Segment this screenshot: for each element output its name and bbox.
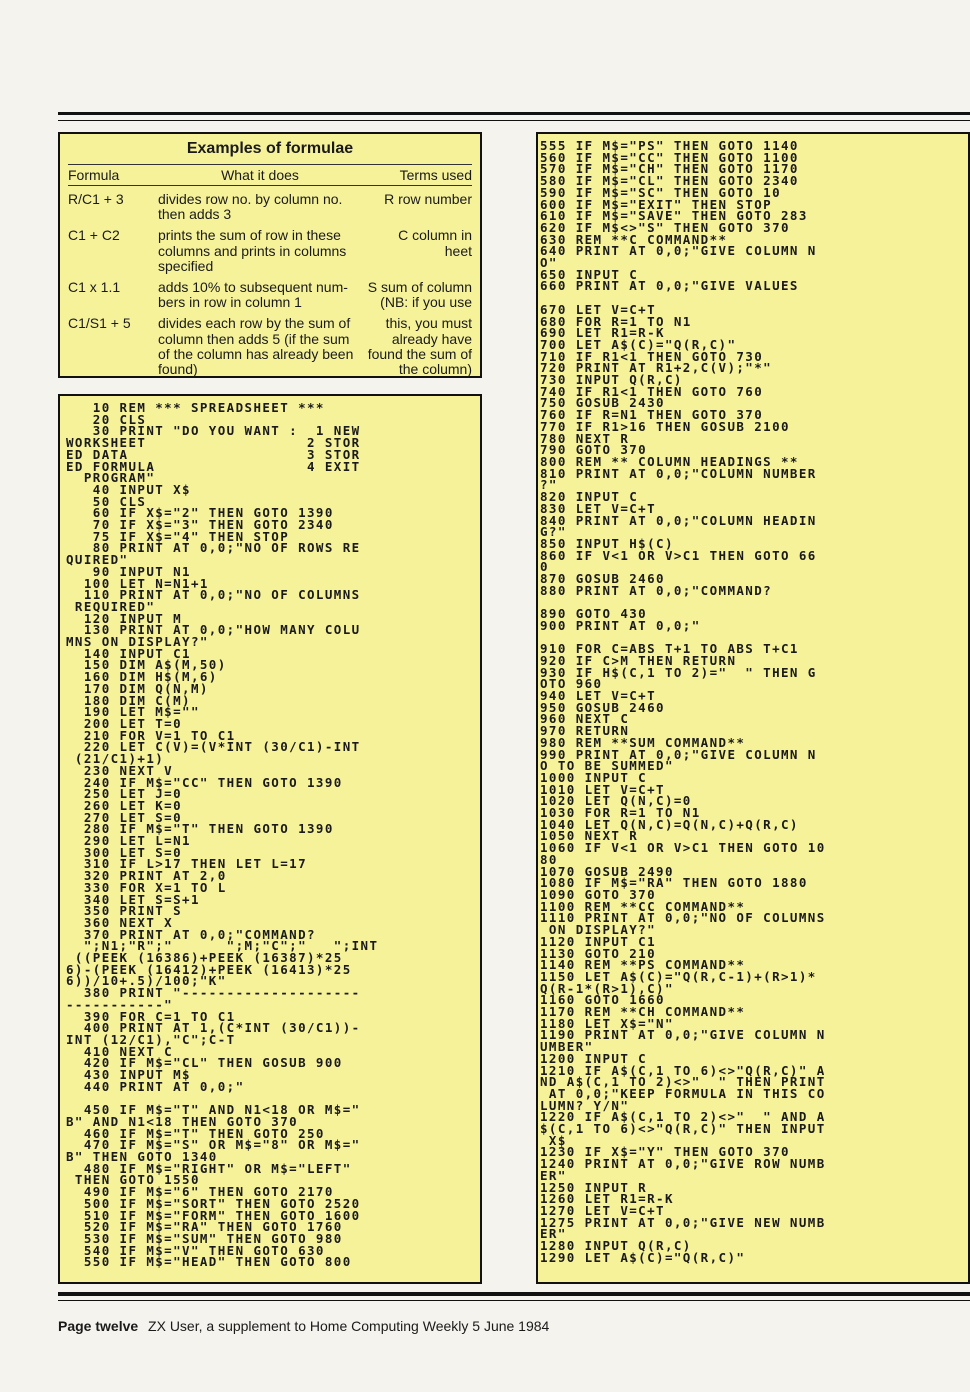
- formula-cell-does: divides each row by the sum of: [158, 315, 351, 332]
- code-line: 980 REM **SUM COMMAND**: [540, 734, 746, 750]
- formula-cell-terms: this, you must: [385, 315, 472, 332]
- page-number: Page twelve: [58, 1318, 139, 1334]
- bottom-rule-thick: [58, 1292, 970, 1296]
- code-line: 260 LET K=0: [83, 797, 183, 813]
- code-line: 390 FOR C=1 TO C1: [83, 1008, 236, 1024]
- code-line: 930 IF H$(C,1 TO 2)=" " THEN G: [540, 664, 817, 680]
- code-line: 730 INPUT Q(R,C): [540, 372, 683, 388]
- code-line: 570 IF M$="CH" THEN GOTO 1170: [540, 161, 799, 177]
- code-line: 1020 LET Q(N,C)=0: [540, 793, 692, 809]
- code-line: 760 IF R=N1 THEN GOTO 370: [540, 407, 764, 423]
- code-line: 6)-(PEEK (16412)+PEEK (16413)*25: [66, 961, 352, 977]
- code-line: 320 PRINT AT 2,0: [83, 868, 227, 884]
- formula-cell-does: specified: [158, 257, 214, 274]
- code-line: 1220 IF A$(C,1 TO 2)<>" " AND A: [540, 1109, 826, 1125]
- code-line: Q(R-1*(R>1),C)": [540, 980, 674, 996]
- code-line: 270 LET S=0: [83, 809, 183, 825]
- formula-row: [68, 207, 472, 222]
- code-line: 510 IF M$="FORM" THEN GOTO 1600: [83, 1207, 361, 1223]
- code-line: 620 IF M$<>"S" THEN GOTO 370: [540, 219, 790, 235]
- code-line: REQUIRED": [74, 598, 156, 614]
- code-line: 520 IF M$="RA" THEN GOTO 1760: [83, 1219, 343, 1235]
- code-line: 1170 REM **CH COMMAND**: [540, 1004, 746, 1020]
- formula-cell-terms: R row number: [384, 191, 472, 207]
- code-line: 1280 INPUT Q(R,C): [540, 1238, 692, 1254]
- code-line: 940 LET V=C+T: [540, 688, 657, 704]
- formula-cell-does: adds 10% to subsequent num-: [158, 279, 348, 296]
- code-line: G?": [540, 524, 567, 540]
- code-line: 1270 LET V=C+T: [540, 1202, 665, 1218]
- code-line: 670 LET V=C+T: [540, 301, 657, 317]
- formula-cell-formula: [68, 347, 158, 362]
- code-line: 100 LET N=N1+1: [83, 575, 209, 591]
- code-line: 1200 INPUT C: [540, 1050, 648, 1066]
- code-line: ((PEEK (16386)+PEEK (16387)*25: [74, 950, 343, 966]
- code-line: 120 INPUT M: [83, 610, 183, 626]
- code-line: 720 PRINT AT R1+2,C(V);"*": [540, 360, 773, 376]
- top-rule-thin: [58, 120, 970, 121]
- code-line: 400 PRINT AT 1,(C*INT (30/C1))-: [83, 1020, 361, 1036]
- formula-cell-does: columns and prints in columns: [158, 242, 347, 259]
- left-listing-box: [58, 394, 482, 1284]
- code-line: UMBER": [540, 1039, 594, 1055]
- code-line: (21/C1)+1): [74, 751, 165, 767]
- code-line: 480 IF M$="RIGHT" OR M$="LEFT": [83, 1160, 352, 1176]
- code-line: 470 IF M$="S" OR M$="8" OR M$=": [83, 1137, 361, 1153]
- right-program-listing: [540, 140, 968, 1264]
- code-line: 710 IF R1<1 THEN GOTO 730: [540, 348, 764, 364]
- code-line: ND A$(C,1 TO 2)<>" " THEN PRINT: [540, 1074, 826, 1090]
- code-line: B" AND N1<18 THEN GOTO 370: [66, 1113, 299, 1129]
- code-line: ER": [540, 1167, 567, 1183]
- code-line: 240 IF M$="CC" THEN GOTO 1390: [83, 774, 343, 790]
- code-line: 310 IF L>17 THEN LET L=17: [83, 856, 307, 872]
- formula-cell-terms: already have: [391, 330, 472, 347]
- code-line: QUIRED": [66, 552, 129, 568]
- code-line: 890 GOTO 430: [540, 606, 648, 622]
- formula-examples-box: [58, 132, 482, 378]
- formula-row: [68, 244, 472, 259]
- formula-cell-formula: [68, 295, 158, 310]
- code-line: 190 LET M$="": [83, 704, 200, 720]
- formula-row: [68, 228, 472, 243]
- code-line: 370 PRINT AT 0,0;"COMMAND?: [83, 926, 316, 942]
- header-formula: Formula: [68, 167, 120, 183]
- code-line: 870 GOSUB 2460: [540, 571, 665, 587]
- formula-table-body: [68, 192, 472, 377]
- code-line: 780 NEXT R: [540, 430, 630, 446]
- formula-cell-does: bers in row in column 1: [158, 294, 302, 311]
- code-line: 150 DIM A$(M,50): [83, 657, 227, 673]
- code-line: 460 IF M$="T" THEN GOTO 250: [83, 1125, 325, 1141]
- code-line: 170 DIM Q(N,M): [83, 680, 209, 696]
- code-line: 920 IF C>M THEN RETURN: [540, 652, 737, 668]
- footer-text: ZX User, a supplement to Home Computing Weekly 5 June 1984: [148, 1318, 550, 1334]
- code-line: 840 PRINT AT 0,0;"COLUMN HEADIN: [540, 512, 817, 528]
- code-line: 1160 GOTO 1660: [540, 992, 665, 1008]
- code-line: 1110 PRINT AT 0,0;"NO OF COLUMNS: [540, 910, 826, 926]
- code-line: -----------": [66, 996, 174, 1012]
- code-line: 340 LET S=S+1: [83, 891, 200, 907]
- code-line: 1230 IF X$="Y" THEN GOTO 370: [540, 1144, 790, 1160]
- code-line: 690 LET R1=R-K: [540, 325, 665, 341]
- code-line: 1100 REM **CC COMMAND**: [540, 898, 746, 914]
- formula-cell-formula: C1 + C2: [68, 227, 120, 244]
- formula-cell-formula: C1/S1 + 5: [68, 315, 131, 332]
- formula-row: [68, 316, 472, 331]
- code-line: 350 PRINT S: [83, 903, 183, 919]
- code-line: 1030 FOR R=1 TO N1: [540, 805, 701, 821]
- formula-row: [68, 332, 472, 347]
- code-line: THEN GOTO 1550: [74, 1172, 200, 1188]
- code-line: 500 IF M$="SORT" THEN GOTO 2520: [83, 1195, 361, 1211]
- code-line: 1240 PRINT AT 0,0;"GIVE ROW NUMB: [540, 1156, 826, 1172]
- code-line: 960 NEXT C: [540, 711, 630, 727]
- code-line: 910 FOR C=ABS T+1 TO ABS T+C1: [540, 641, 799, 657]
- code-line: 6))/10+.5)/100;"K": [66, 973, 227, 989]
- left-program-listing: [66, 402, 480, 1268]
- code-line: 900 PRINT AT 0,0;": [540, 617, 701, 633]
- code-line: 90 INPUT N1: [92, 563, 191, 579]
- code-line: ED DATA 3 STOR: [66, 446, 361, 462]
- formula-cell-formula: R/C1 + 3: [68, 191, 124, 207]
- code-line: 330 FOR X=1 TO L: [83, 879, 227, 895]
- code-line: 220 LET C(V)=(V*INT (30/C1)-INT: [83, 739, 361, 755]
- code-line: 880 PRINT AT 0,0;"COMMAND?: [540, 582, 773, 598]
- code-line: 300 LET S=0: [83, 844, 183, 860]
- code-line: 1070 GOSUB 2490: [540, 863, 674, 879]
- code-line: 600 IF M$="EXIT" THEN STOP: [540, 196, 773, 212]
- code-line: 650 INPUT C: [540, 266, 639, 282]
- formula-cell-terms: found the sum of: [367, 345, 472, 362]
- code-line: ?": [540, 477, 558, 493]
- code-line: INT (12/C1),"C";C-T: [66, 1031, 236, 1047]
- code-line: 360 NEXT X: [83, 914, 174, 930]
- code-line: 1250 INPUT R: [540, 1179, 648, 1195]
- formula-cell-terms: the column): [398, 361, 472, 378]
- code-line: 790 GOTO 370: [540, 442, 648, 458]
- formula-cell-does: found): [158, 361, 198, 378]
- code-line: 180 DIM C(M): [83, 692, 191, 708]
- code-line: 590 IF M$="SC" THEN GOTO 10: [540, 184, 781, 200]
- code-line: 990 PRINT AT 0,0;"GIVE COLUMN N: [540, 746, 817, 762]
- code-line: 810 PRINT AT 0,0;"COLUMN NUMBER: [540, 465, 817, 481]
- formula-cell-formula: C1 x 1.1: [68, 279, 121, 296]
- code-line: 410 NEXT C: [83, 1043, 174, 1059]
- code-line: OTO 960: [540, 676, 603, 692]
- formula-cell-formula: [68, 259, 158, 274]
- formula-table-header: [68, 164, 472, 186]
- code-line: 250 LET J=0: [83, 786, 183, 802]
- formula-row: [68, 362, 472, 377]
- code-line: 1140 REM **PS COMMAND**: [540, 957, 746, 973]
- code-line: 1120 INPUT C1: [540, 933, 657, 949]
- code-line: 560 IF M$="CC" THEN GOTO 1100: [540, 149, 799, 165]
- top-rule-thick: [58, 112, 970, 115]
- code-line: 80: [540, 851, 558, 867]
- code-line: 630 REM **C COMMAND**: [540, 231, 728, 247]
- code-line: O": [540, 255, 558, 271]
- formula-cell-formula: [68, 332, 158, 347]
- code-line: 30 PRINT "DO YOU WANT : 1 NEW: [92, 423, 361, 439]
- code-line: 1000 INPUT C: [540, 769, 648, 785]
- formula-cell-does: divides row no. by column no.: [158, 191, 343, 207]
- code-line: LUMN? Y/N": [540, 1097, 630, 1113]
- code-line: 290 LET L=N1: [83, 833, 191, 849]
- page-footer: [58, 1318, 549, 1334]
- right-listing-box: [536, 132, 970, 1284]
- formula-cell-does: of the column has already been: [158, 345, 354, 362]
- code-line: 750 GOSUB 2430: [540, 395, 665, 411]
- code-line: B" THEN GOTO 1340: [66, 1149, 218, 1164]
- code-line: 140 INPUT C1: [83, 645, 191, 661]
- code-line: ON DISPLAY?": [548, 922, 657, 938]
- formula-cell-formula: [68, 362, 158, 377]
- code-line: 830 LET V=C+T: [540, 500, 657, 516]
- code-line: 1080 IF M$="RA" THEN GOTO 1880: [540, 875, 808, 891]
- code-line: WORKSHEET 2 STOR: [66, 435, 361, 451]
- formula-cell-terms: [362, 259, 472, 274]
- code-line: 1180 LET X$="N": [540, 1015, 674, 1031]
- code-line: 1290 LET A$(C)="Q(R,C)": [540, 1249, 746, 1265]
- code-line: 280 IF M$="T" THEN GOTO 1390: [83, 821, 334, 837]
- code-line: 160 DIM H$(M,6): [83, 669, 218, 685]
- code-line: 550 IF M$="HEAD" THEN GOTO 800: [83, 1254, 352, 1270]
- formula-cell-formula: [68, 207, 158, 222]
- code-line: 1275 PRINT AT 0,0;"GIVE NEW NUMB: [540, 1214, 826, 1230]
- formula-cell-terms: heet: [444, 242, 472, 259]
- code-line: 970 RETURN: [540, 723, 630, 739]
- code-line: 800 REM ** COLUMN HEADINGS **: [540, 453, 799, 469]
- code-line: 50 CLS: [92, 493, 147, 509]
- code-line: 10 REM *** SPREADSHEET ***: [92, 400, 325, 415]
- code-line: 700 LET A$(C)="Q(R,C)": [540, 336, 737, 352]
- code-line: AT 0,0;"KEEP FORMULA IN THIS CO: [548, 1085, 826, 1101]
- code-line: 660 PRINT AT 0,0;"GIVE VALUES: [540, 278, 799, 294]
- code-line: 440 PRINT AT 0,0;": [83, 1078, 245, 1094]
- header-terms-used: Terms used: [399, 167, 472, 183]
- code-line: 1190 PRINT AT 0,0;"GIVE COLUMN N: [540, 1027, 826, 1043]
- bottom-rule-thin: [58, 1300, 970, 1301]
- code-line: 75 IF X$="4" THEN STOP: [92, 528, 290, 544]
- formula-cell-terms: C column in: [398, 227, 472, 244]
- code-line: 1050 NEXT R: [540, 828, 639, 844]
- code-line: 70 IF X$="3" THEN GOTO 2340: [92, 517, 334, 533]
- formula-cell-terms: [362, 207, 472, 222]
- code-line: 850 INPUT H$(C): [540, 535, 674, 551]
- code-line: 1260 LET R1=R-K: [540, 1191, 674, 1207]
- code-line: 1090 GOTO 370: [540, 887, 657, 902]
- code-line: 80 PRINT AT 0,0;"NO OF ROWS RE: [92, 540, 361, 556]
- code-line: 430 INPUT M$: [83, 1067, 191, 1083]
- formula-cell-terms: S sum of column: [367, 279, 472, 296]
- formula-cell-does: column then adds 5 (if the sum: [158, 330, 350, 347]
- code-line: ED FORMULA 4 EXIT: [66, 458, 361, 474]
- code-line: 610 IF M$="SAVE" THEN GOTO 283: [540, 208, 808, 224]
- formula-row: [68, 280, 472, 295]
- code-line: 380 PRINT "--------------------: [83, 985, 361, 1001]
- formula-row: [68, 295, 472, 310]
- code-line: 540 IF M$="V" THEN GOTO 630: [83, 1242, 325, 1258]
- code-line: 555 IF M$="PS" THEN GOTO 1140: [540, 138, 799, 153]
- code-line: 60 IF X$="2" THEN GOTO 1390: [92, 505, 334, 521]
- code-line: O TO BE SUMMED": [540, 758, 674, 774]
- code-line: 820 INPUT C: [540, 489, 639, 505]
- code-line: 110 PRINT AT 0,0;"NO OF COLUMNS: [83, 587, 361, 603]
- code-line: 490 IF M$="6" THEN GOTO 2170: [83, 1184, 334, 1200]
- header-what-it-does: What it does: [221, 167, 299, 183]
- code-line: 530 IF M$="SUM" THEN GOTO 980: [83, 1230, 343, 1246]
- formula-row: [68, 347, 472, 362]
- code-line: 580 IF M$="CL" THEN GOTO 2340: [540, 173, 799, 189]
- code-line: 1210 IF A$(C,1 TO 6)<>"Q(R,C)" A: [540, 1062, 826, 1078]
- code-line: 200 LET T=0: [83, 715, 183, 731]
- formula-cell-formula: [68, 244, 158, 259]
- code-line: X$: [548, 1132, 567, 1148]
- code-line: ER": [540, 1226, 567, 1242]
- formula-row: [68, 192, 472, 207]
- formula-row: [68, 259, 472, 274]
- formula-cell-does: prints the sum of row in these: [158, 227, 341, 244]
- code-line: 130 PRINT AT 0,0;"HOW MANY COLU: [83, 622, 361, 638]
- formula-cell-terms: (NB: if you use: [380, 294, 472, 311]
- code-line: 860 IF V<1 OR V>C1 THEN GOTO 66: [540, 547, 817, 563]
- code-line: MNS ON DISPLAY?": [66, 634, 209, 650]
- code-line: 1040 LET Q(N,C)=Q(N,C)+Q(R,C): [540, 816, 799, 832]
- code-line: 740 IF R1<1 THEN GOTO 760: [540, 383, 764, 399]
- code-line: 450 IF M$="T" AND N1<18 OR M$=": [83, 1102, 361, 1118]
- code-line: ";N1;"R";" ";M;"C";" ";INT: [83, 938, 379, 954]
- formula-box-title: Examples of formulae: [186, 140, 354, 157]
- code-line: 230 NEXT V: [83, 762, 174, 778]
- code-line: 210 FOR V=1 TO C1: [83, 727, 236, 743]
- code-line: 20 CLS: [92, 411, 147, 427]
- code-line: 950 GOSUB 2460: [540, 699, 665, 715]
- code-line: 40 INPUT X$: [92, 481, 191, 497]
- formula-cell-does: then adds 3: [158, 206, 232, 223]
- code-line: 420 IF M$="CL" THEN GOSUB 900: [83, 1055, 343, 1071]
- code-line: 1060 IF V<1 OR V>C1 THEN GOTO 10: [540, 840, 826, 856]
- code-line: 770 IF R1>16 THEN GOSUB 2100: [540, 418, 790, 434]
- code-line: 0: [540, 559, 549, 575]
- code-line: 1130 GOTO 210: [540, 945, 657, 961]
- code-line: 680 FOR R=1 TO N1: [540, 313, 692, 329]
- code-line: PROGRAM": [83, 470, 156, 486]
- code-line: 1010 LET V=C+T: [540, 781, 665, 797]
- code-line: 640 PRINT AT 0,0;"GIVE COLUMN N: [540, 243, 817, 259]
- code-line: 1150 LET A$(C)="Q(R,C-1)+(R>1)*: [540, 968, 817, 984]
- code-line: $(C,1 TO 6)<>"Q(R,C)" THEN INPUT: [540, 1121, 826, 1137]
